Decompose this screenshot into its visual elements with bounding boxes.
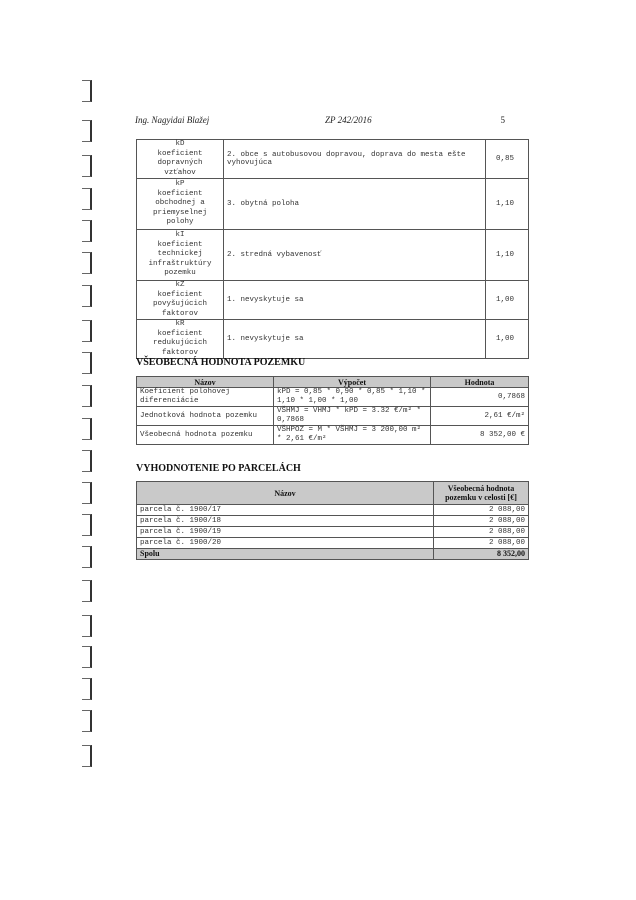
parcel-evaluation-table [136, 481, 529, 560]
row-value: 2,61 €/m² [431, 407, 529, 426]
total-value: 8 352,00 [434, 549, 529, 560]
table-row [137, 320, 529, 359]
coef-name: kI koeficient technickej infraštruktúry pozemku [137, 230, 224, 281]
general-value-table [136, 376, 529, 445]
total-row [137, 549, 529, 560]
table-row [137, 230, 529, 281]
header-calculation: Výpočet [274, 377, 431, 388]
parcel-name: parcela č. 1900/18 [137, 516, 434, 527]
parcel-name: parcela č. 1900/20 [137, 538, 434, 549]
table-row [137, 538, 529, 549]
coef-value: 0,85 [486, 140, 529, 179]
page-header [135, 115, 505, 129]
row-calculation: VŠHMJ = VHMJ * kPD = 3.32 €/m² * 0,7868 [274, 407, 431, 426]
parcel-value: 2 088,00 [434, 538, 529, 549]
coef-description: 2. stredná vybavenosť [224, 230, 486, 281]
coef-description: 2. obce s autobusovou dopravou, doprava do mesta ešte vyhovujúca [224, 140, 486, 179]
coef-value: 1,10 [486, 230, 529, 281]
row-value: 8 352,00 € [431, 426, 529, 445]
table-header-row [137, 482, 529, 505]
table-row [137, 505, 529, 516]
table-row [137, 516, 529, 527]
table-row [137, 388, 529, 407]
table-row [137, 281, 529, 320]
table-row [137, 407, 529, 426]
page-number: 5 [500, 115, 505, 125]
row-calculation: VŠHPOZ = M * VŠHMJ = 3 200,00 m² * 2,61 €/m² [274, 426, 431, 445]
header-name: Názov [137, 482, 434, 505]
binding-marks [82, 80, 94, 770]
parcel-value: 2 088,00 [434, 527, 529, 538]
coef-value: 1,00 [486, 320, 529, 359]
table-row [137, 527, 529, 538]
row-name: Jednotková hodnota pozemku [137, 407, 274, 426]
coef-name: kR koeficient redukujúcich faktorov [137, 320, 224, 359]
parcel-value: 2 088,00 [434, 516, 529, 527]
coefficients-table [136, 139, 529, 359]
row-value: 0,7868 [431, 388, 529, 407]
parcel-name: parcela č. 1900/17 [137, 505, 434, 516]
row-calculation: kPD = 0,85 * 0,90 * 0,85 * 1,10 * 1,10 * 1,00 * 1,00 [274, 388, 431, 407]
coef-value: 1,00 [486, 281, 529, 320]
coef-description: 3. obytná poloha [224, 179, 486, 230]
header-name: Názov [137, 377, 274, 388]
coef-value: 1,10 [486, 179, 529, 230]
header-value: Hodnota [431, 377, 529, 388]
document-reference: ZP 242/2016 [325, 115, 372, 125]
table-row [137, 179, 529, 230]
parcel-value: 2 088,00 [434, 505, 529, 516]
table-header-row [137, 377, 529, 388]
header-value: Všeobecná hodnota pozemku v celosti [€] [434, 482, 529, 505]
parcel-name: parcela č. 1900/19 [137, 527, 434, 538]
row-name: Koeficient polohovej diferenciácie [137, 388, 274, 407]
general-value-title: VŠEOBECNÁ HODNOTA POZEMKU [136, 357, 306, 368]
coef-description: 1. nevyskytuje sa [224, 320, 486, 359]
row-name: Všeobecná hodnota pozemku [137, 426, 274, 445]
coef-description: 1. nevyskytuje sa [224, 281, 486, 320]
coef-name: kZ koeficient povyšujúcich faktorov [137, 281, 224, 320]
table-row [137, 426, 529, 445]
table-row [137, 140, 529, 179]
coef-name: kD koeficient dopravných vzťahov [137, 140, 224, 179]
coef-name: kP koeficient obchodnej a priemyselnej polohy [137, 179, 224, 230]
parcel-evaluation-title: VYHODNOTENIE PO PARCELÁCH [136, 463, 301, 474]
total-label: Spolu [137, 549, 434, 560]
author: Ing. Nagyidai Blažej [135, 115, 210, 125]
